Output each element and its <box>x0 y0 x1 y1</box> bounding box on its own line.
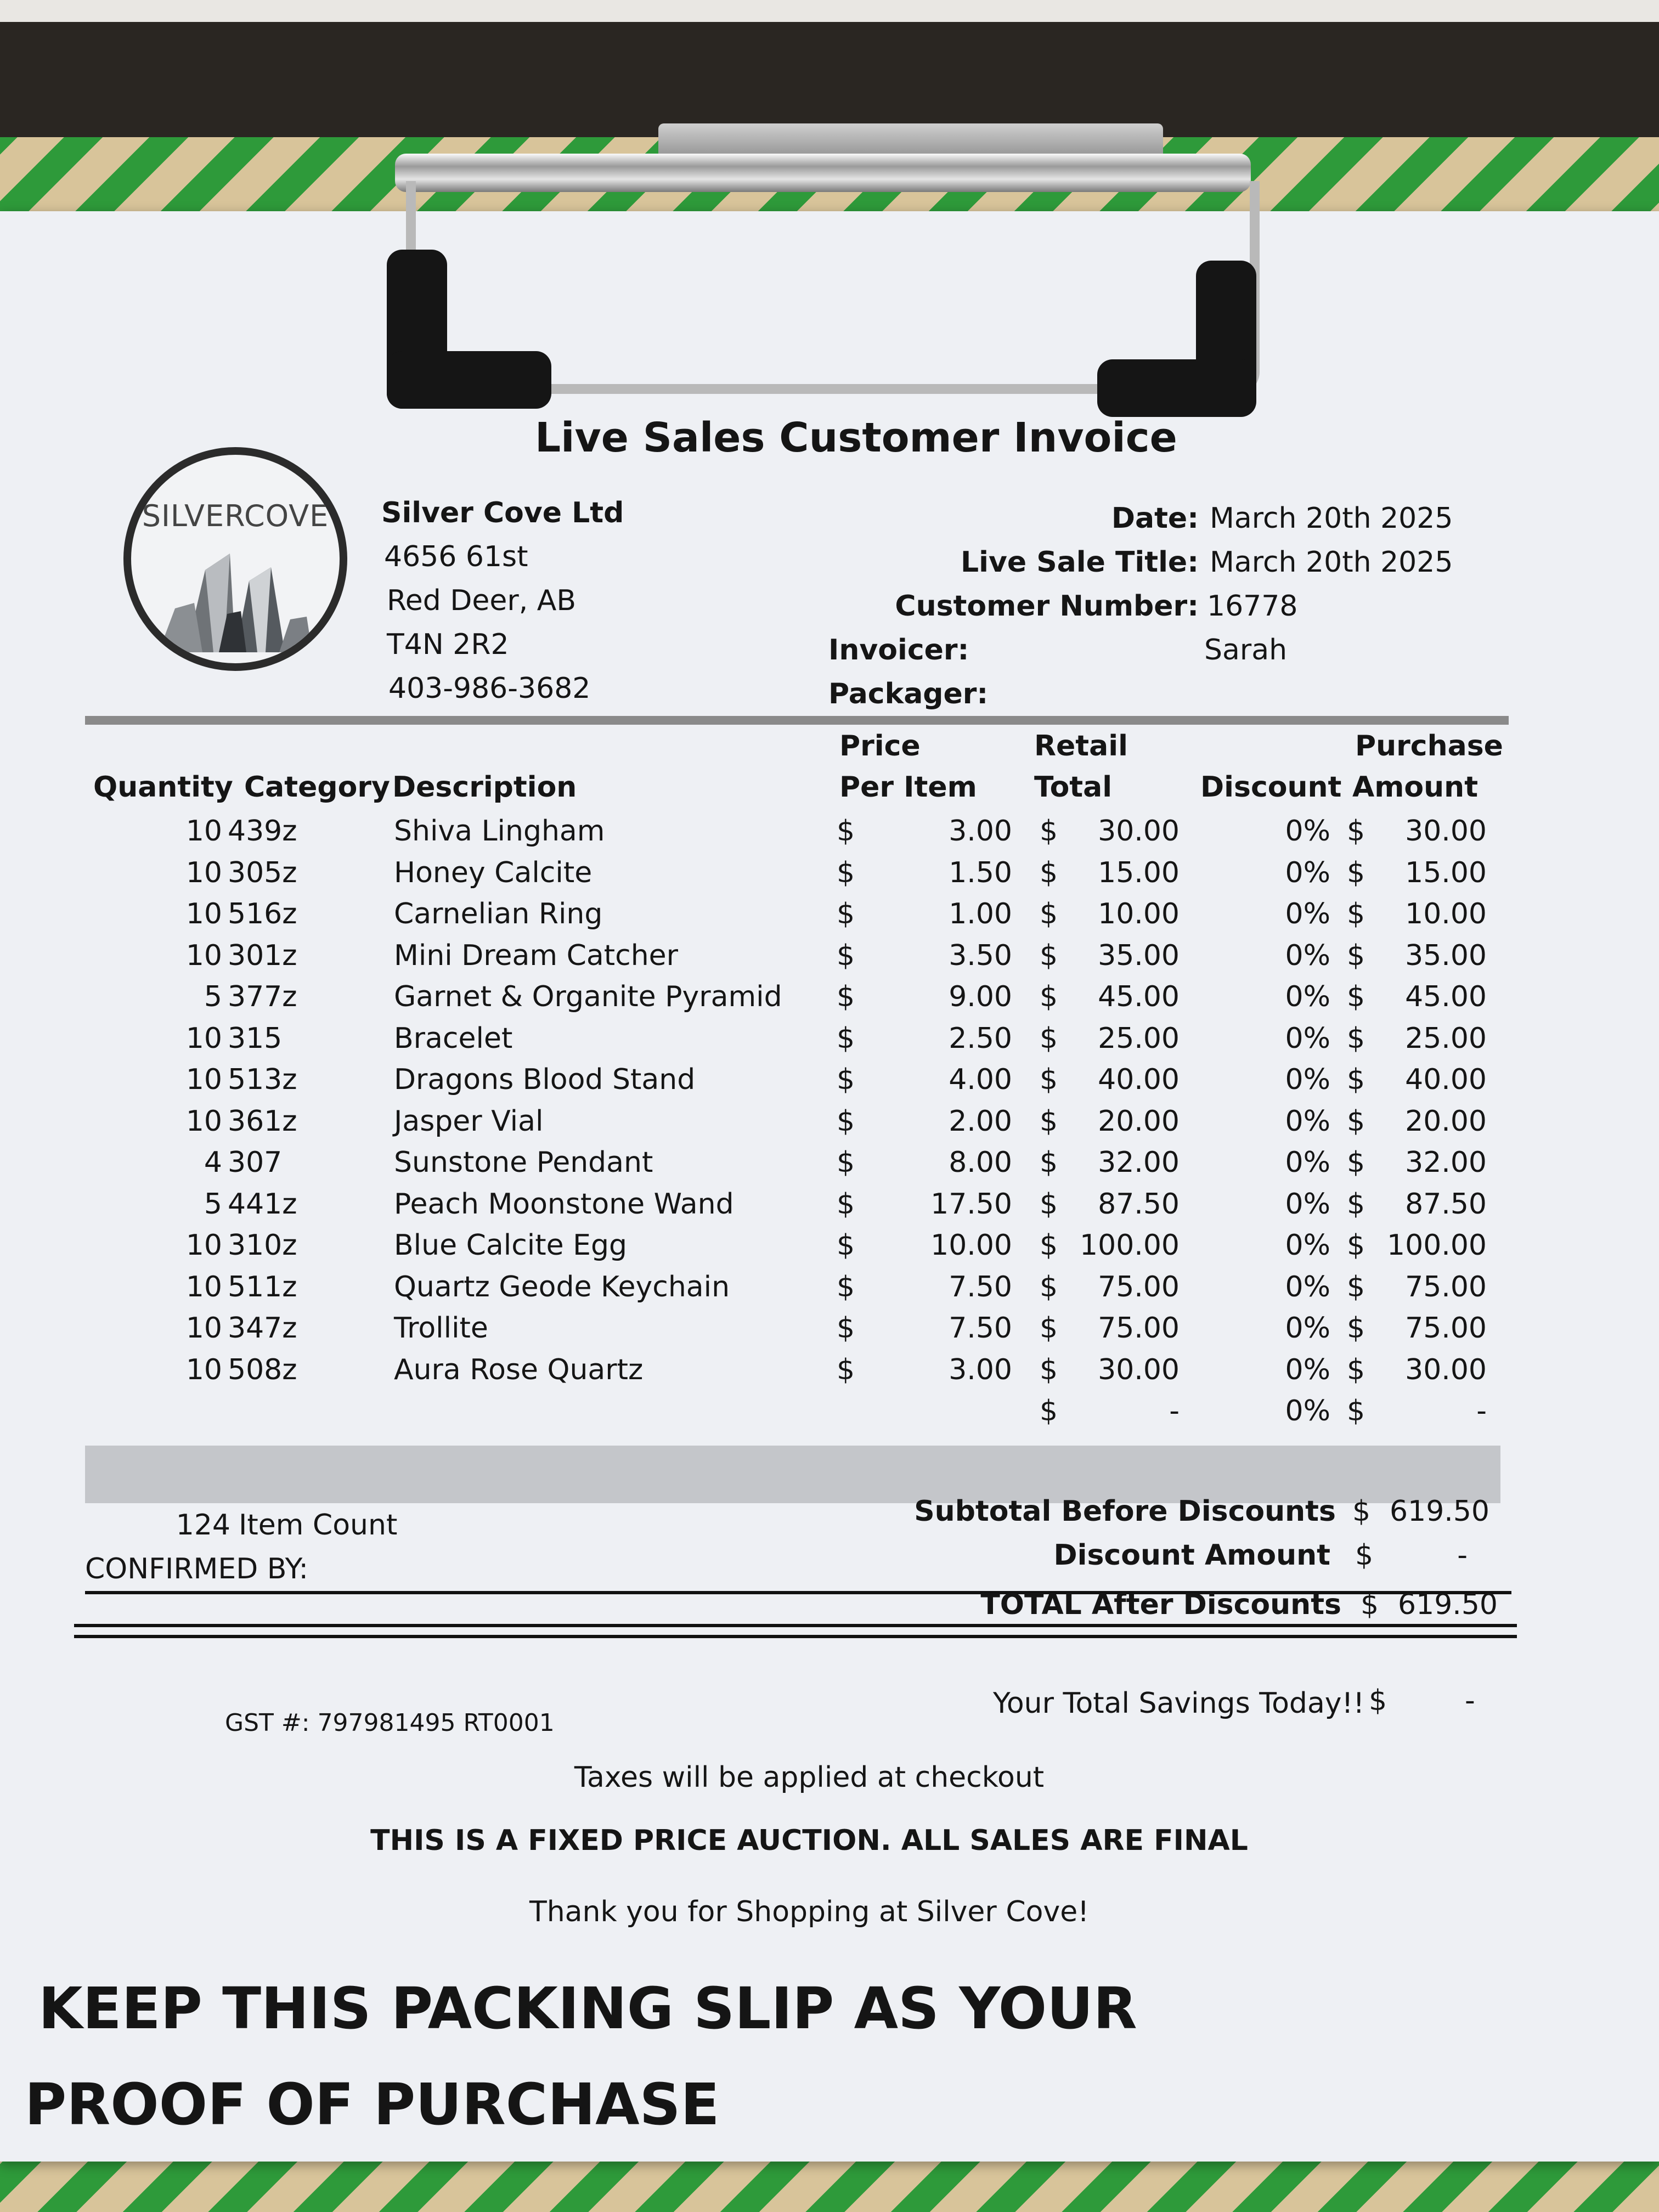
row-category: 441z <box>228 1187 297 1221</box>
row-price-currency: $ <box>837 898 855 930</box>
row-amount-currency: $ <box>1347 898 1365 930</box>
total-currency: $ <box>1361 1588 1379 1621</box>
row-amount: 87.50 <box>1405 1187 1487 1221</box>
row-retail: 25.00 <box>1098 1022 1180 1055</box>
auction-note: THIS IS A FIXED PRICE AUCTION. ALL SALES ARE FINAL <box>370 1824 1248 1857</box>
row-discount: 0% <box>1285 939 1330 972</box>
row-quantity: 10 <box>185 1270 222 1304</box>
row-category: 513z <box>228 1063 297 1096</box>
row-amount-currency: $ <box>1347 1146 1365 1179</box>
discount-amount-label: Discount Amount <box>1053 1539 1330 1572</box>
item-count-label: Item Count <box>239 1509 398 1542</box>
row-description: Dragons Blood Stand <box>394 1063 696 1096</box>
discount-amount-value: - <box>1457 1539 1468 1572</box>
row-discount: 0% <box>1285 980 1330 1013</box>
row-quantity: 10 <box>185 939 222 972</box>
invoicer-label: Invoicer: <box>828 634 969 667</box>
row-quantity: 10 <box>185 1022 222 1055</box>
keep-slip-line2: PROOF OF PURCHASE <box>25 2071 720 2138</box>
company-name: Silver Cove Ltd <box>381 496 624 529</box>
row-amount-currency: $ <box>1347 1395 1365 1427</box>
row-amount: 30.00 <box>1405 815 1487 848</box>
date-label: Date: <box>1111 502 1199 535</box>
row-price-currency: $ <box>837 939 855 972</box>
row-price: 3.00 <box>949 815 1012 848</box>
row-retail: 100.00 <box>1080 1229 1180 1262</box>
row-retail-currency: $ <box>1040 1353 1058 1386</box>
thanks-note: Thank you for Shopping at Silver Cove! <box>529 1895 1090 1928</box>
col-price-1: Price <box>839 730 921 763</box>
sale-title-value: March 20th 2025 <box>1210 546 1453 579</box>
row-description: Trollite <box>394 1312 488 1345</box>
company-postal: T4N 2R2 <box>387 628 509 661</box>
row-category: 439z <box>228 815 297 848</box>
row-price-currency: $ <box>837 1270 855 1304</box>
row-quantity: 10 <box>185 898 222 930</box>
row-retail-currency: $ <box>1040 1063 1058 1096</box>
row-price: 7.50 <box>949 1312 1012 1345</box>
row-description: Aura Rose Quartz <box>394 1353 644 1386</box>
row-amount-currency: $ <box>1347 980 1365 1013</box>
row-description: Bracelet <box>394 1022 513 1055</box>
row-description: Carnelian Ring <box>394 898 603 930</box>
row-quantity: 5 <box>204 980 222 1013</box>
row-quantity: 10 <box>185 1229 222 1262</box>
row-category: 377z <box>228 980 297 1013</box>
row-amount-currency: $ <box>1347 1353 1365 1386</box>
keep-slip-line1: KEEP THIS PACKING SLIP AS YOUR <box>38 1975 1137 2042</box>
row-amount-currency: $ <box>1347 1063 1365 1096</box>
invoicer-value: Sarah <box>1204 634 1288 667</box>
row-price-currency: $ <box>837 1063 855 1096</box>
row-amount-currency: $ <box>1347 856 1365 889</box>
header-rule <box>85 716 1509 725</box>
confirmed-by-label: CONFIRMED BY: <box>85 1553 309 1585</box>
company-address1: 4656 61st <box>384 540 528 573</box>
row-amount: 45.00 <box>1405 980 1487 1013</box>
row-discount: 0% <box>1285 1063 1330 1096</box>
row-amount: 32.00 <box>1405 1146 1487 1179</box>
row-price: 17.50 <box>930 1187 1012 1221</box>
background-shelf <box>0 0 1659 143</box>
row-quantity: 4 <box>204 1146 222 1179</box>
subtotal-currency: $ <box>1352 1495 1371 1528</box>
row-category: 315 <box>228 1022 283 1055</box>
row-price-currency: $ <box>837 1229 855 1262</box>
col-description: Description <box>392 771 577 804</box>
row-category: 301z <box>228 939 297 972</box>
row-price-currency: $ <box>837 1312 855 1345</box>
clip-handle-left-foot <box>387 351 551 409</box>
row-price: 3.50 <box>949 939 1012 972</box>
company-phone: 403-986-3682 <box>388 672 591 705</box>
row-retail: 30.00 <box>1098 1353 1180 1386</box>
invoice-title: Live Sales Customer Invoice <box>535 414 1177 461</box>
savings-label: Your Total Savings Today!! <box>993 1687 1365 1720</box>
row-category: 508z <box>228 1353 297 1386</box>
row-quantity: 10 <box>185 1353 222 1386</box>
row-price: 2.00 <box>949 1104 1012 1138</box>
row-retail-currency: $ <box>1040 856 1058 889</box>
discount-amount-currency: $ <box>1355 1539 1374 1572</box>
row-discount: 0% <box>1285 815 1330 848</box>
row-quantity: 10 <box>185 856 222 889</box>
row-price: 8.00 <box>949 1146 1012 1179</box>
row-price: 10.00 <box>930 1229 1012 1262</box>
row-retail-currency: $ <box>1040 1312 1058 1345</box>
row-retail-currency: $ <box>1040 1022 1058 1055</box>
row-description: Shiva Lingham <box>394 815 605 848</box>
savings-currency: $ <box>1369 1684 1387 1717</box>
customer-number-label: Customer Number: <box>895 590 1199 623</box>
sale-title-label: Live Sale Title: <box>960 546 1199 579</box>
row-retail: 87.50 <box>1098 1187 1180 1221</box>
row-retail-currency: $ <box>1040 1187 1058 1221</box>
row-quantity: 5 <box>204 1187 222 1221</box>
row-description: Blue Calcite Egg <box>394 1229 628 1262</box>
row-retail-currency: $ <box>1040 1395 1058 1427</box>
row-discount: 0% <box>1285 898 1330 930</box>
row-price-currency: $ <box>837 980 855 1013</box>
col-price-2: Per Item <box>839 771 977 804</box>
row-amount: 40.00 <box>1405 1063 1487 1096</box>
company-address2: Red Deer, AB <box>387 584 577 617</box>
row-retail-currency: $ <box>1040 1229 1058 1262</box>
row-discount: 0% <box>1285 1270 1330 1304</box>
row-amount: 75.00 <box>1405 1312 1487 1345</box>
row-category: 307 <box>228 1146 283 1179</box>
row-retail-currency: $ <box>1040 1146 1058 1179</box>
silvercove-logo <box>123 447 347 671</box>
row-retail-currency: $ <box>1040 939 1058 972</box>
row-quantity: 10 <box>185 1063 222 1096</box>
row-price: 1.00 <box>949 898 1012 930</box>
row-retail: 15.00 <box>1098 856 1180 889</box>
row-retail-currency: $ <box>1040 1270 1058 1304</box>
row-amount-currency: $ <box>1347 1270 1365 1304</box>
row-category: 310z <box>228 1229 297 1262</box>
row-discount: 0% <box>1285 1395 1330 1427</box>
row-amount: 35.00 <box>1405 939 1487 972</box>
row-price-currency: $ <box>837 1104 855 1138</box>
row-retail-currency: $ <box>1040 1104 1058 1138</box>
row-price: 3.00 <box>949 1353 1012 1386</box>
col-purchase-1: Purchase <box>1355 730 1503 763</box>
row-amount-currency: $ <box>1347 939 1365 972</box>
row-price-currency: $ <box>837 856 855 889</box>
row-amount: 75.00 <box>1405 1270 1487 1304</box>
row-discount: 0% <box>1285 856 1330 889</box>
col-quantity: Quantity <box>93 771 233 804</box>
row-retail: 40.00 <box>1098 1063 1180 1096</box>
row-price-currency: $ <box>837 815 855 848</box>
row-category: 511z <box>228 1270 297 1304</box>
row-price: 1.50 <box>949 856 1012 889</box>
row-amount: 30.00 <box>1405 1353 1487 1386</box>
row-category: 361z <box>228 1104 297 1138</box>
subtotal-label: Subtotal Before Discounts <box>914 1495 1336 1528</box>
col-retail-1: Retail <box>1034 730 1128 763</box>
row-price-currency: $ <box>837 1187 855 1221</box>
subtotal-value: 619.50 <box>1390 1495 1489 1528</box>
row-price-currency: $ <box>837 1022 855 1055</box>
row-description: Peach Moonstone Wand <box>394 1187 734 1221</box>
row-quantity: 10 <box>185 1312 222 1345</box>
row-discount: 0% <box>1285 1022 1330 1055</box>
row-discount: 0% <box>1285 1229 1330 1262</box>
col-purchase-2: Amount <box>1352 771 1479 804</box>
col-discount: Discount <box>1200 771 1342 804</box>
row-amount-currency: $ <box>1347 1187 1365 1221</box>
row-price-currency: $ <box>837 1146 855 1179</box>
row-quantity: 10 <box>185 815 222 848</box>
col-retail-2: Total <box>1034 771 1113 804</box>
customer-number-value: 16778 <box>1207 590 1298 623</box>
total-rule-1 <box>74 1624 1517 1627</box>
row-description: Honey Calcite <box>394 856 592 889</box>
row-amount-currency: $ <box>1347 1104 1365 1138</box>
row-amount: - <box>1476 1395 1487 1427</box>
row-amount: 15.00 <box>1405 856 1487 889</box>
row-description: Sunstone Pendant <box>394 1146 653 1179</box>
row-category: 347z <box>228 1312 297 1345</box>
row-retail: 32.00 <box>1098 1146 1180 1179</box>
packager-label: Packager: <box>828 678 989 710</box>
crystal-icon <box>153 537 318 658</box>
item-count-value: 124 <box>176 1509 230 1542</box>
row-discount: 0% <box>1285 1104 1330 1138</box>
row-description: Quartz Geode Keychain <box>394 1270 730 1304</box>
row-description: Jasper Vial <box>394 1104 544 1138</box>
gst-number: GST #: 797981495 RT0001 <box>225 1709 555 1737</box>
row-retail: 10.00 <box>1098 898 1180 930</box>
row-discount: 0% <box>1285 1187 1330 1221</box>
row-price: 2.50 <box>949 1022 1012 1055</box>
row-amount-currency: $ <box>1347 815 1365 848</box>
row-quantity: 10 <box>185 1104 222 1138</box>
row-discount: 0% <box>1285 1312 1330 1345</box>
row-amount-currency: $ <box>1347 1229 1365 1262</box>
row-category: 305z <box>228 856 297 889</box>
row-discount: 0% <box>1285 1353 1330 1386</box>
row-retail: 75.00 <box>1098 1312 1180 1345</box>
row-price: 7.50 <box>949 1270 1012 1304</box>
total-value: 619.50 <box>1398 1588 1498 1621</box>
savings-value: - <box>1465 1684 1475 1717</box>
row-retail-currency: $ <box>1040 815 1058 848</box>
row-price: 4.00 <box>949 1063 1012 1096</box>
row-amount-currency: $ <box>1347 1022 1365 1055</box>
row-retail: 20.00 <box>1098 1104 1180 1138</box>
row-category: 516z <box>228 898 297 930</box>
row-retail: 35.00 <box>1098 939 1180 972</box>
row-description: Garnet & Organite Pyramid <box>394 980 782 1013</box>
row-amount: 100.00 <box>1387 1229 1487 1262</box>
row-amount: 20.00 <box>1405 1104 1487 1138</box>
date-value: March 20th 2025 <box>1210 502 1453 535</box>
row-retail-currency: $ <box>1040 980 1058 1013</box>
row-description: Mini Dream Catcher <box>394 939 679 972</box>
row-amount: 25.00 <box>1405 1022 1487 1055</box>
logo-text: SILVERCOVE <box>142 499 329 533</box>
row-price: 9.00 <box>949 980 1012 1013</box>
total-rule-2 <box>74 1635 1517 1638</box>
total-label: TOTAL After Discounts <box>980 1588 1341 1621</box>
row-discount: 0% <box>1285 1146 1330 1179</box>
row-retail: - <box>1169 1395 1180 1427</box>
row-retail: 30.00 <box>1098 815 1180 848</box>
clip-handle-right-foot <box>1097 359 1256 417</box>
taxes-note: Taxes will be applied at checkout <box>574 1761 1045 1794</box>
row-retail: 45.00 <box>1098 980 1180 1013</box>
col-category: Category <box>244 771 390 804</box>
row-retail: 75.00 <box>1098 1270 1180 1304</box>
row-amount-currency: $ <box>1347 1312 1365 1345</box>
row-price-currency: $ <box>837 1353 855 1386</box>
row-amount: 10.00 <box>1405 898 1487 930</box>
row-retail-currency: $ <box>1040 898 1058 930</box>
